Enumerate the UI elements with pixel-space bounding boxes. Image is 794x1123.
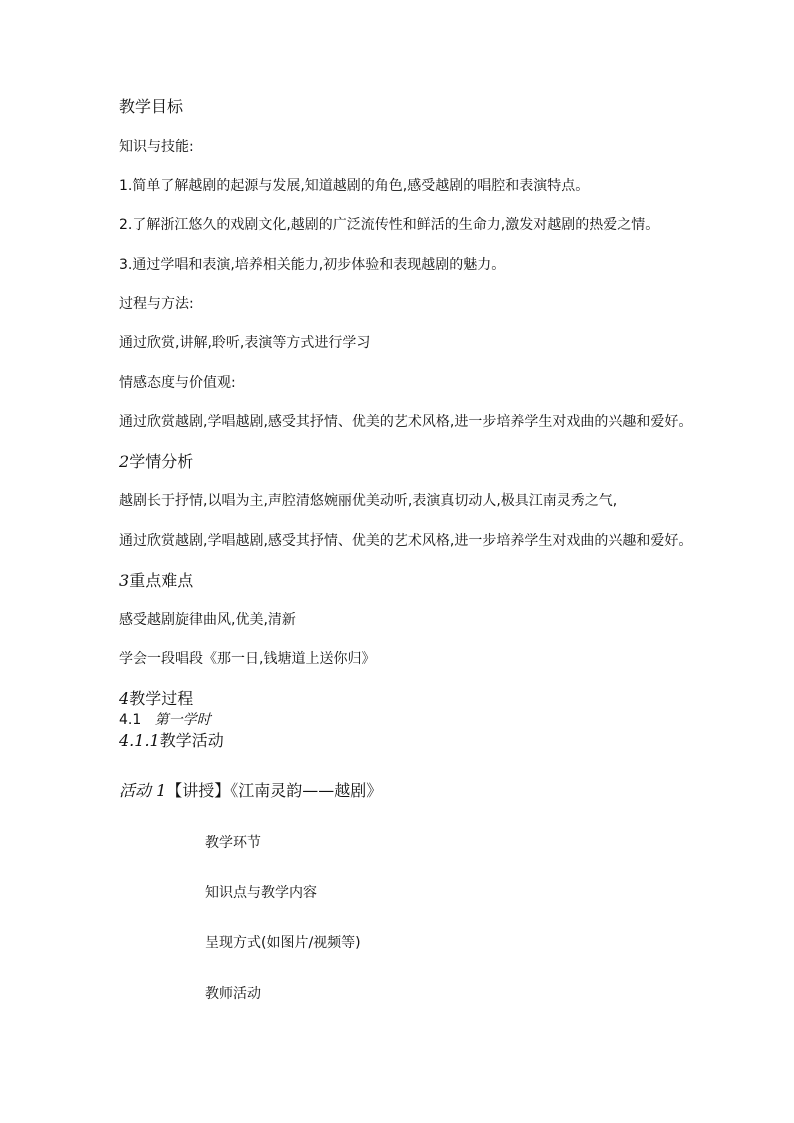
subsection-4-1-title: 第一学时 (154, 712, 211, 728)
subsection-4-1-heading (119, 711, 211, 729)
subsection-4-1-number: 4.1 (119, 712, 142, 728)
section-4-title: 教学过程 (129, 689, 194, 708)
subsection-4-1-1-title: 教学活动 (159, 731, 224, 750)
activity-heading (119, 781, 382, 801)
key-point-line-2: 学会一段唱段《那一日,钱塘道上送你归》 (119, 651, 376, 667)
objectives-heading: 教学目标 (119, 97, 184, 116)
activity-number: 活动 1 (119, 781, 167, 800)
emotion-label: 情感态度与价值观: (119, 375, 236, 391)
analysis-line-2: 通过欣赏越剧,学唱越剧,感受其抒情、优美的艺术风格,进一步培养学生对戏曲的兴趣和爱好。 (119, 533, 693, 549)
analysis-line-1: 越剧长于抒情,以唱为主,声腔清悠婉丽优美动听,表演真切动人,极具江南灵秀之气, (119, 493, 618, 509)
table-header-teacher-activity: 教师活动 (205, 986, 261, 1002)
knowledge-label: 知识与技能: (119, 139, 194, 155)
key-point-line-1: 感受越剧旋律曲风,优美,清新 (119, 612, 296, 628)
subsection-4-1-1-heading (119, 731, 224, 751)
section-3-number: 3 (119, 571, 130, 590)
table-header-teaching-step: 教学环节 (205, 835, 261, 851)
knowledge-item-1: 1.简单了解越剧的起源与发展,知道越剧的角色,感受越剧的唱腔和表演特点。 (119, 178, 590, 194)
process-label: 过程与方法: (119, 296, 194, 312)
section-2-title: 学情分析 (129, 452, 194, 471)
table-header-presentation-method: 呈现方式(如图片/视频等) (205, 935, 361, 951)
knowledge-item-2: 2.了解浙江悠久的戏剧文化,越剧的广泛流传性和鲜活的生命力,激发对越剧的热爱之情。 (119, 217, 660, 233)
section-4-number: 4 (119, 689, 130, 708)
table-header-knowledge-content: 知识点与教学内容 (205, 885, 317, 901)
emotion-text: 通过欣赏越剧,学唱越剧,感受其抒情、优美的艺术风格,进一步培养学生对戏曲的兴趣和爱好。 (119, 414, 693, 430)
activity-title: 【讲授】《江南灵韵——越剧》 (166, 781, 383, 800)
subsection-4-1-1-number: 4.1.1 (119, 731, 160, 750)
process-text: 通过欣赏,讲解,聆听,表演等方式进行学习 (119, 335, 371, 351)
section-4-heading (119, 689, 193, 709)
section-3-heading (119, 571, 193, 591)
section-2-heading (119, 452, 193, 472)
section-3-title: 重点难点 (129, 571, 194, 590)
section-2-number: 2 (119, 452, 130, 471)
knowledge-item-3: 3.通过学唱和表演,培养相关能力,初步体验和表现越剧的魅力。 (119, 257, 506, 273)
